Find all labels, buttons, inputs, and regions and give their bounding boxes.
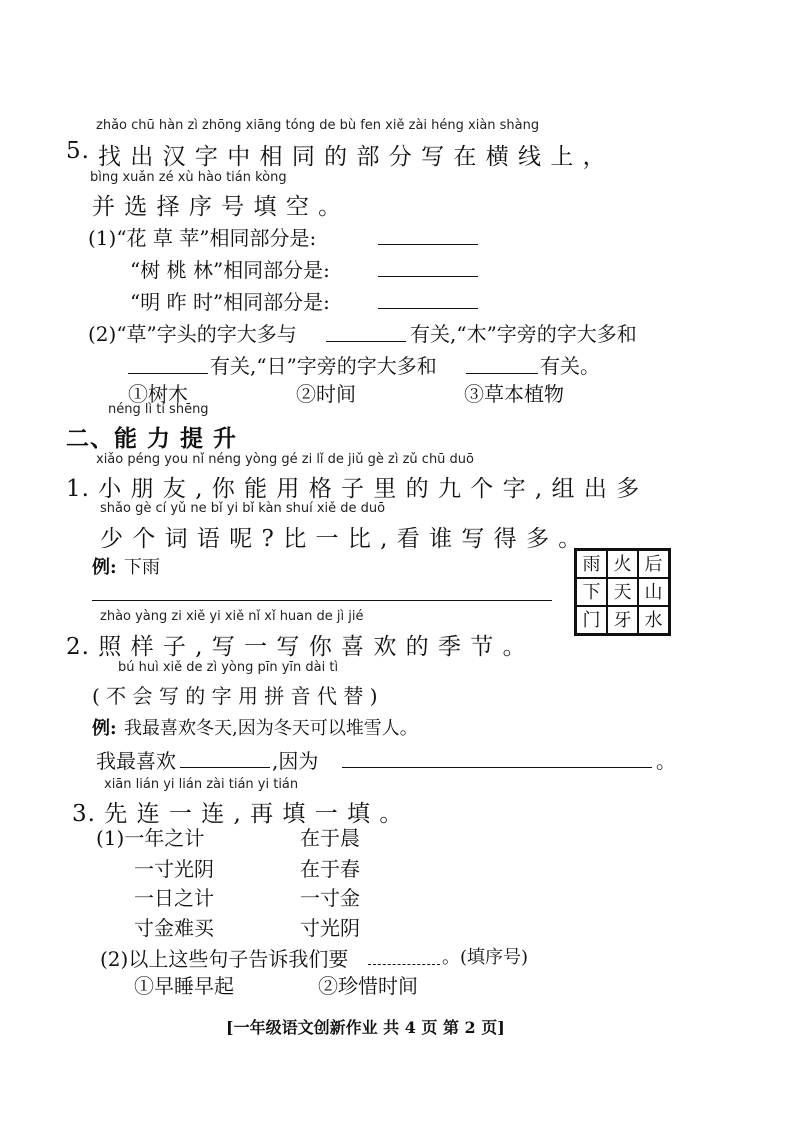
q2-fill-end: 。 [656, 749, 676, 773]
q5-part1-a: (1)“花 草 苹”相同部分是: [88, 226, 317, 250]
q3-part2-end: 。(填序号) [442, 947, 529, 968]
q3-left-2: 一寸光阴 [134, 857, 214, 881]
q3-left-1: (1)一年之计 [96, 826, 205, 850]
q2-example-label: 例: [92, 718, 117, 739]
q5-line-2: 并 选 择 序 号 填 空 。 [92, 194, 343, 220]
q3-right-4: 寸光阴 [300, 916, 360, 940]
q1-line-2: 少 个 词 语 呢 ? 比 一 比 , 看 谁 写 得 多 。 [100, 526, 583, 552]
answer-blank[interactable] [466, 373, 538, 374]
page-footer: [一年级语文创新作业 共 4 页 第 2 页] [226, 1018, 505, 1037]
answer-blank[interactable] [342, 767, 652, 768]
q5-option-2: ②时间 [296, 382, 356, 406]
q2-line-1: 2. 照 样 子 , 写 一 写 你 喜 欢 的 季 节 。 [66, 634, 527, 660]
q3-left-4: 寸金难买 [134, 916, 214, 940]
q2-pinyin-2: bú huì xiě de zì yòng pīn yīn dài tì [118, 660, 339, 675]
q5-number: 5. [66, 138, 90, 164]
q3-pinyin-1: xiān lián yi lián zài tián yi tián [104, 777, 299, 792]
q3-option-2: ②珍惜时间 [318, 974, 418, 998]
answer-blank[interactable] [180, 767, 270, 768]
grid-cell: 门 [576, 606, 607, 634]
grid-cell: 雨 [576, 550, 607, 578]
q2-fill-b: ,因为 [272, 749, 319, 773]
q3-right-2: 在于春 [300, 857, 360, 881]
q2-line-2: ( 不 会 写 的 字 用 拼 音 代 替 ) [92, 684, 378, 708]
q3-right-3: 一寸金 [300, 886, 360, 910]
q3-left-3: 一日之计 [134, 886, 214, 910]
grid-cell: 下 [576, 578, 607, 606]
grid-cell: 后 [638, 550, 669, 578]
q3-right-1: 在于晨 [300, 826, 360, 850]
q5-option-3: ③草本植物 [464, 382, 564, 406]
answer-line[interactable] [92, 600, 552, 601]
q3-line-1: 3. 先 连 一 连 , 再 填 一 填 。 [72, 801, 404, 827]
q2-pinyin-1: zhào yàng zi xiě yi xiě nǐ xǐ huan de jì jié [100, 609, 364, 624]
q3-option-1: ①早睡早起 [134, 974, 234, 998]
q5-pinyin-1: zhǎo chū hàn zì zhōng xiāng tóng de bù fen xiě zài héng xiàn shàng [96, 118, 540, 133]
q5-option-1: ①树木 [128, 382, 188, 406]
grid-cell: 火 [607, 550, 638, 578]
q1-example-text: 下雨 [124, 557, 160, 578]
q5-line-1: 找 出 汉 字 中 相 同 的 部 分 写 在 横 线 上 ， [98, 144, 607, 170]
grid-cell: 水 [638, 606, 669, 634]
q5-part2-b: 有关,“木”字旁的字大多和 [410, 322, 637, 346]
section2-pinyin: néng lì tí shēng [108, 402, 209, 417]
answer-blank[interactable] [368, 964, 440, 965]
answer-blank[interactable] [378, 308, 478, 309]
section2-title: 二、能 力 提 升 [66, 425, 238, 452]
q3-part2: (2)以上这些句子告诉我们要 [100, 947, 349, 971]
answer-blank[interactable] [378, 276, 478, 277]
answer-blank[interactable] [378, 244, 478, 245]
q5-part1-c: “明 昨 时”相同部分是: [130, 290, 330, 314]
answer-blank[interactable] [326, 341, 406, 342]
q5-part2-c: 有关,“日”字旁的字大多和 [210, 354, 437, 378]
grid-cell: 牙 [607, 606, 638, 634]
q1-line-1: 1. 小 朋 友 , 你 能 用 格 子 里 的 九 个 字 , 组 出 多 [66, 476, 641, 502]
character-grid [574, 548, 671, 636]
q5-part1-b: “树 桃 林”相同部分是: [130, 258, 330, 282]
q1-pinyin-2: shǎo gè cí yǔ ne bǐ yi bǐ kàn shuí xiě de duō [100, 501, 386, 516]
grid-cell: 山 [638, 578, 669, 606]
q5-part2-d: 有关。 [540, 354, 600, 378]
q5-part2-a: (2)“草”字头的字大多与 [88, 322, 297, 346]
q5-pinyin-2: bìng xuǎn zé xù hào tián kòng [90, 170, 287, 185]
q2-example-text: 我最喜欢冬天,因为冬天可以堆雪人。 [124, 718, 418, 739]
grid-cell: 天 [607, 578, 638, 606]
q1-example-label: 例: [92, 557, 117, 578]
answer-blank[interactable] [128, 373, 208, 374]
q1-pinyin-1: xiǎo péng you nǐ néng yòng gé zi lǐ de jiǔ gè zì zǔ chū duō [96, 452, 474, 467]
q2-fill-a: 我最喜欢 [96, 749, 176, 773]
